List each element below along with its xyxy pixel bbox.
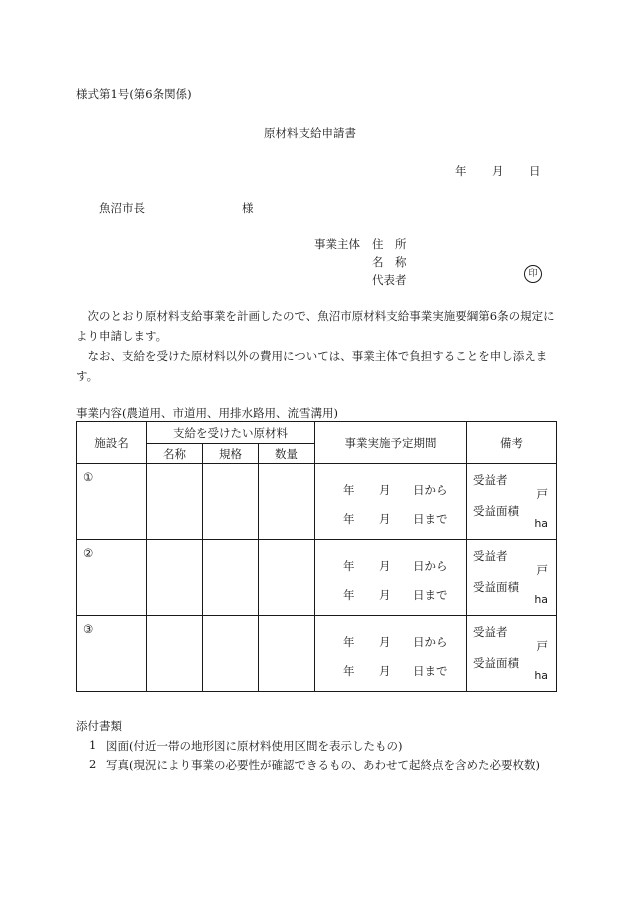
attachment-item-1-number: 1 [89,738,97,752]
row-number: ③ [77,616,147,692]
period-from-month: 月 [379,559,391,573]
applicant-rep-label: 代表者 [372,273,407,287]
period-cell [315,540,467,616]
period-from-day: 日から [413,635,448,649]
attachment-item-1-text: 図面(付近一帯の地形図に原材料使用区間を表示したもの) [106,739,403,753]
material-qty-cell [259,616,315,692]
period-until-year: 年 [343,664,355,678]
body-paragraph-1: 次のとおり原材料支給事業を計画したので、魚沼市原材料支給事業実施要綱第6条の規定により申請します。 [76,309,555,343]
body-paragraph-2: なお、支給を受けた原材料以外の費用については、事業主体で負担することを申し添えます。 [76,349,548,383]
area-unit: ha [534,669,549,682]
area-label: 受益面積 [473,656,520,670]
applicant-label: 事業主体 [314,237,360,251]
remarks-cell [467,616,557,692]
period-until-day: 日まで [413,588,448,602]
date-year: 年 [455,164,467,178]
households-unit: 戸 [536,639,549,653]
material-name-cell [147,616,203,692]
period-cell [315,464,467,540]
material-qty-cell [259,464,315,540]
remarks-cell [467,540,557,616]
attachments-title: 添付書類 [76,719,122,733]
area-label: 受益面積 [473,504,520,518]
header-spec: 規格 [203,444,259,464]
applicant-address-label: 住 所 [372,237,407,251]
applicant-name-label: 名 称 [372,255,407,269]
period-from-year: 年 [343,635,355,649]
material-name-cell [147,540,203,616]
header-period: 事業実施予定期間 [315,422,467,464]
material-spec-cell [203,464,259,540]
addressee-name: 魚沼市長 [99,201,145,215]
period-from-month: 月 [379,635,391,649]
period-until-month: 月 [379,512,391,526]
period-from-month: 月 [379,483,391,497]
header-remarks: 備考 [467,422,557,464]
row-number: ② [77,540,147,616]
table-row [77,540,557,616]
header-qty: 数量 [259,444,315,464]
header-name: 名称 [147,444,203,464]
date-month: 月 [492,164,504,178]
material-name-cell [147,464,203,540]
document-title: 原材料支給申請書 [264,126,356,140]
period-until-month: 月 [379,588,391,602]
header-materials: 支給を受けたい原材料 [147,422,315,444]
beneficiaries-label: 受益者 [473,625,508,639]
period-cell [315,616,467,692]
period-until-month: 月 [379,664,391,678]
period-until-day: 日まで [413,664,448,678]
period-until-year: 年 [343,512,355,526]
material-qty-cell [259,540,315,616]
remarks-cell [467,464,557,540]
addressee-honorific: 様 [242,201,254,215]
households-unit: 戸 [536,563,549,577]
period-from-year: 年 [343,559,355,573]
area-unit: ha [534,517,549,530]
material-spec-cell [203,616,259,692]
row-number: ① [77,464,147,540]
area-label: 受益面積 [473,580,520,594]
households-unit: 戸 [536,487,549,501]
table-row [77,616,557,692]
material-spec-cell [203,540,259,616]
area-unit: ha [534,593,549,606]
form-number: 様式第1号(第6条関係) [76,87,192,101]
project-table [76,421,557,692]
period-until-year: 年 [343,588,355,602]
seal-mark: 印 [524,265,542,283]
attachment-item-2-number: 2 [89,757,97,771]
period-from-day: 日から [413,559,448,573]
beneficiaries-label: 受益者 [473,473,508,487]
period-until-day: 日まで [413,512,448,526]
beneficiaries-label: 受益者 [473,549,508,563]
table-row [77,464,557,540]
header-facility: 施設名 [77,422,147,464]
period-from-year: 年 [343,483,355,497]
period-from-day: 日から [413,483,448,497]
table-caption: 事業内容(農道用、市道用、用排水路用、流雪溝用) [76,406,338,420]
date-day: 日 [529,164,541,178]
attachment-item-2-text: 写真(現況により事業の必要性が確認できるもの、あわせて起終点を含めた必要枚数) [106,758,541,772]
